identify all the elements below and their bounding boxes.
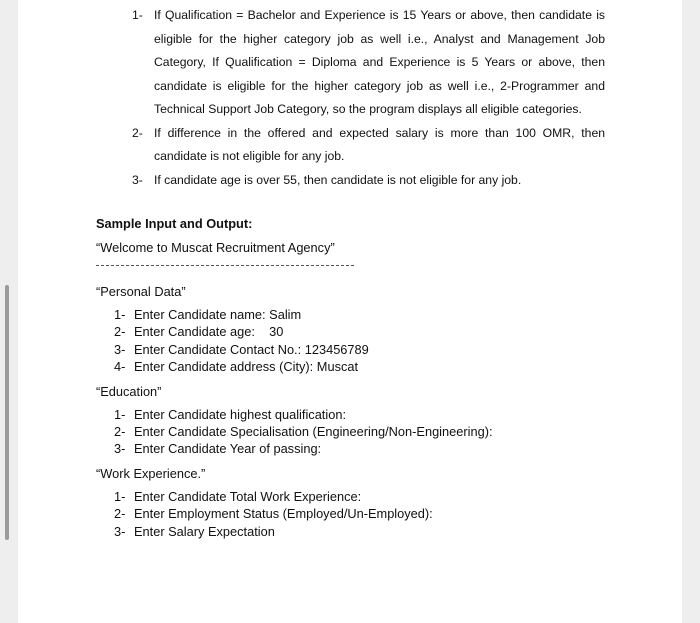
item-text: Enter Salary Expectation <box>134 523 275 539</box>
item-number: 1- <box>114 406 126 422</box>
work-experience-list <box>114 488 616 540</box>
eligibility-rules-list <box>118 4 605 192</box>
work-experience-title: “Work Experience.” <box>96 465 206 481</box>
list-item <box>114 505 616 522</box>
item-number: 1- <box>114 488 126 504</box>
list-item <box>114 440 616 457</box>
welcome-message: “Welcome to Muscat Recruitment Agency” <box>96 240 335 255</box>
item-number: 3- <box>114 441 126 457</box>
personal-data-list <box>114 306 616 376</box>
list-item <box>114 306 616 323</box>
item-text: Enter Candidate highest qualification: <box>134 406 346 422</box>
item-text: Enter Employment Status (Employed/Un-Employed): <box>134 506 433 522</box>
item-number: 4- <box>114 359 126 375</box>
list-item <box>114 323 616 340</box>
item-number: 3- <box>114 523 126 539</box>
item-text: Enter Candidate address (City): Muscat <box>134 359 359 375</box>
rule-item <box>118 122 605 169</box>
rule-number: 3- <box>132 172 143 187</box>
item-text: Enter Candidate age: 30 <box>134 324 284 340</box>
rule-number: 1- <box>132 8 143 22</box>
sample-heading: Sample Input and Output: <box>96 216 253 231</box>
list-item <box>114 423 616 440</box>
item-text: Enter Candidate Specialisation (Engineering/Non-Engineering): <box>134 424 493 440</box>
scrollbar[interactable] <box>5 285 9 540</box>
rule-text: If difference in the offered and expected salary is more than 100 OMR, then candidate is not eligible for any job. <box>154 125 605 163</box>
list-item <box>114 358 616 375</box>
rule-text: If Qualification = Bachelor and Experience is 15 Years or above, then candidate is eligible for the higher category job as well i.e., Analyst and Management Job Category, If Qualification = Diploma and Experience is 5 Years or above, then candidate is eligible for the higher category job as well i.e., 2-Programmer and Technical Support Job Category, so the program displays all eligible categories. <box>154 8 605 116</box>
item-text: Enter Candidate Year of passing: <box>134 441 322 457</box>
personal-data-title: “Personal Data” <box>96 284 186 299</box>
rule-item <box>118 4 605 122</box>
list-item <box>114 523 616 540</box>
education-title: “Education” <box>96 383 162 399</box>
list-item <box>114 406 616 423</box>
item-text: Enter Candidate Total Work Experience: <box>134 488 362 504</box>
item-text: Enter Candidate Contact No.: 123456789 <box>134 341 369 357</box>
item-number: 3- <box>114 341 126 357</box>
list-item <box>114 488 616 505</box>
item-number: 1- <box>114 307 126 322</box>
rule-number: 2- <box>132 125 143 140</box>
rule-item <box>118 169 605 193</box>
education-list <box>114 406 616 458</box>
item-number: 2- <box>114 506 126 522</box>
list-item <box>114 341 616 358</box>
item-number: 2- <box>114 324 126 340</box>
dashed-divider <box>96 265 354 266</box>
sample-io-section <box>96 214 616 540</box>
rule-text: If candidate age is over 55, then candidate is not eligible for any job. <box>154 172 522 187</box>
item-text: Enter Candidate name: Salim <box>134 307 302 322</box>
item-number: 2- <box>114 424 126 440</box>
